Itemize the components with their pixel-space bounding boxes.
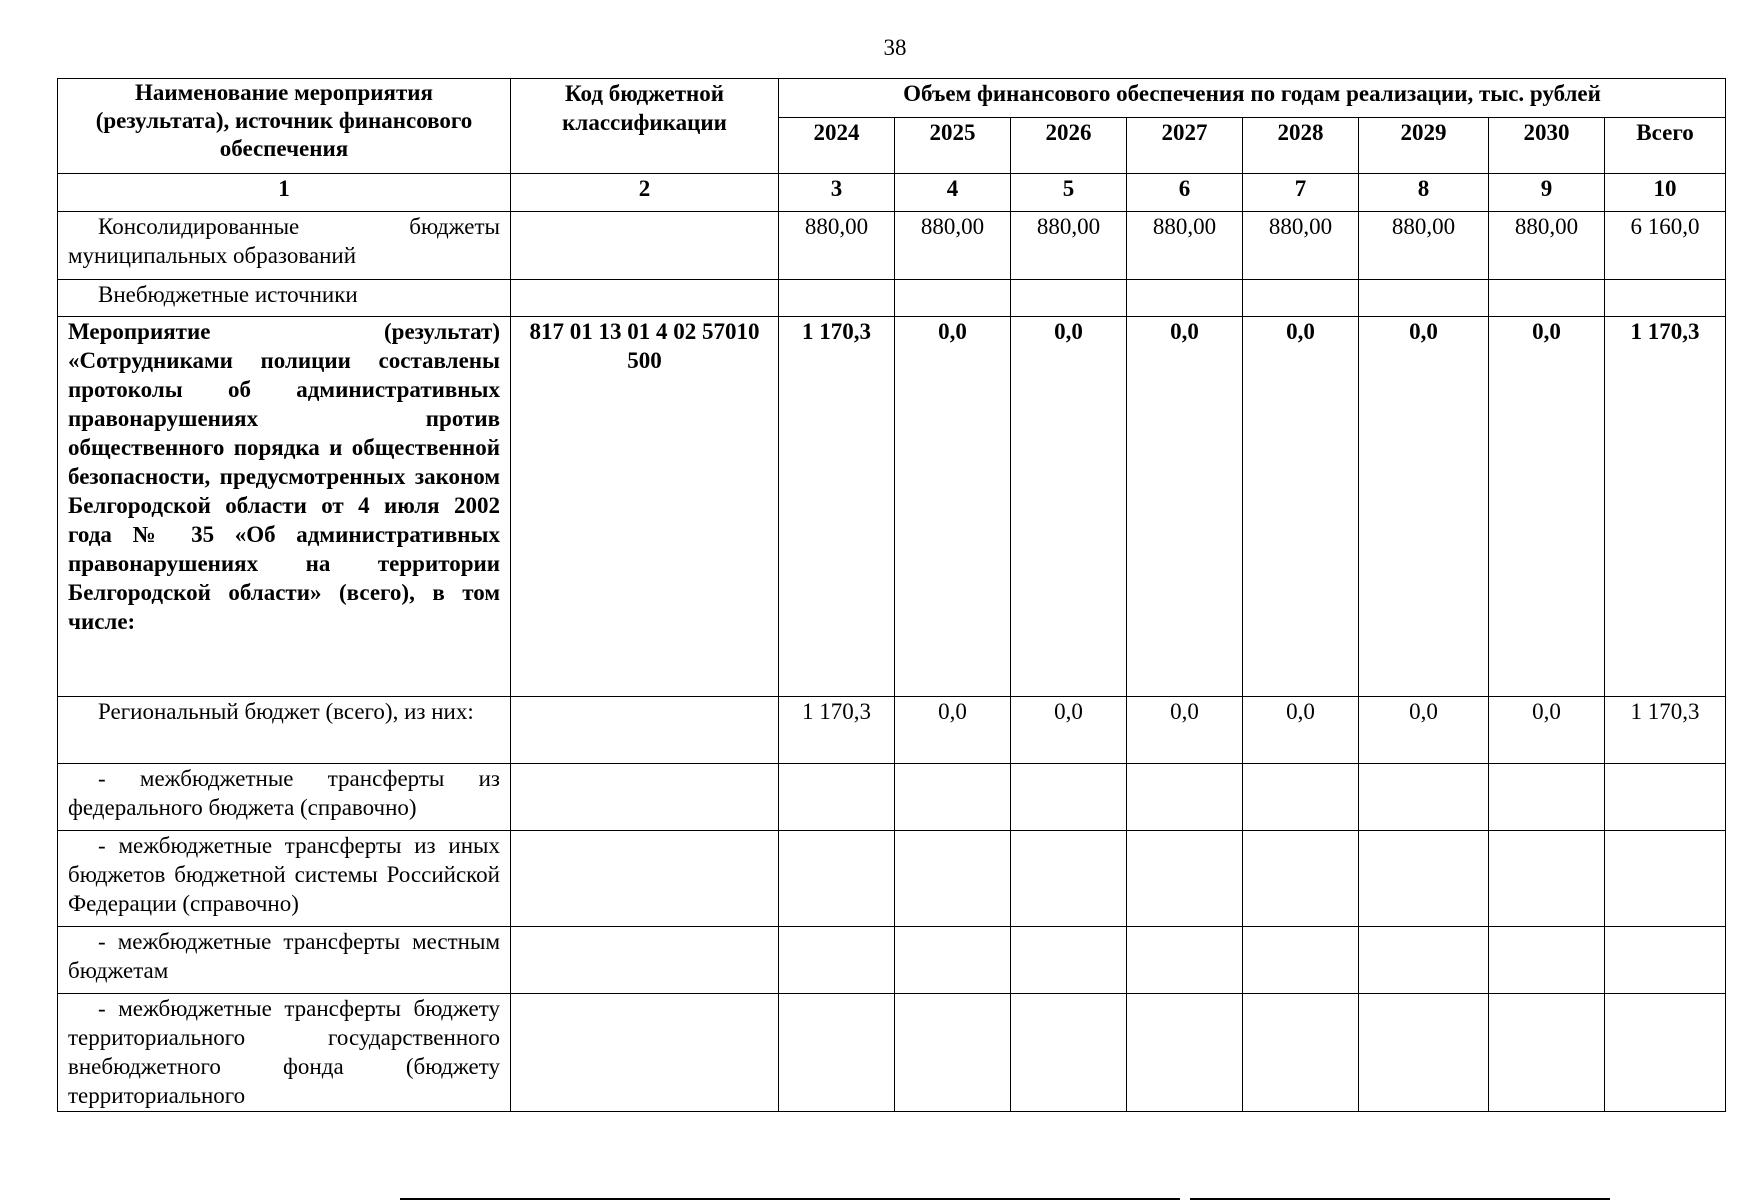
header-year-2024: 2024 (779, 118, 895, 174)
header-year-2026: 2026 (1011, 118, 1127, 174)
table-row (58, 697, 1726, 764)
row-code (511, 697, 779, 764)
row-value (1127, 280, 1243, 317)
row-code (511, 994, 779, 1112)
row-value (1243, 764, 1359, 831)
header-year-2027: 2027 (1127, 118, 1243, 174)
header-year-2025: 2025 (895, 118, 1011, 174)
column-number: 2 (511, 174, 779, 212)
header-total: Всего (1605, 118, 1726, 174)
row-value: 0,0 (1359, 697, 1489, 764)
row-value (1489, 280, 1605, 317)
row-value (1127, 764, 1243, 831)
row-value (1605, 764, 1726, 831)
column-number: 5 (1011, 174, 1127, 212)
row-value: 1 170,3 (779, 697, 895, 764)
header-row-top (58, 79, 1726, 118)
row-value (895, 831, 1011, 927)
row-value (1489, 927, 1605, 994)
column-number: 7 (1243, 174, 1359, 212)
row-name: - межбюджетные трансферты местным бюджетам (58, 927, 511, 994)
column-number: 8 (1359, 174, 1489, 212)
row-name: - межбюджетные трансферты бюджету территориального государственного внебюджетного фонда (бюджету территориального (58, 994, 511, 1112)
header-volume: Объем финансового обеспечения по годам реализации, тыс. рублей (779, 79, 1726, 118)
row-value: 0,0 (1359, 317, 1489, 697)
row-value (779, 831, 895, 927)
row-value (1605, 927, 1726, 994)
row-value (1011, 994, 1127, 1112)
row-value (1359, 927, 1489, 994)
row-value: 1 170,3 (1605, 697, 1726, 764)
row-value (779, 927, 895, 994)
row-value (779, 994, 895, 1112)
row-value: 0,0 (1011, 697, 1127, 764)
row-value (1011, 280, 1127, 317)
row-name: - межбюджетные трансферты из иных бюджетов бюджетной системы Российской Федерации (справочно) (58, 831, 511, 927)
row-value: 0,0 (895, 317, 1011, 697)
table-row (58, 994, 1726, 1112)
row-value (1359, 280, 1489, 317)
row-code (511, 212, 779, 280)
table-row (58, 212, 1726, 280)
table-row (58, 764, 1726, 831)
row-value (895, 994, 1011, 1112)
row-code (511, 280, 779, 317)
row-value (1127, 994, 1243, 1112)
row-value: 1 170,3 (1605, 317, 1726, 697)
row-value (1605, 831, 1726, 927)
row-name: Мероприятие (результат) «Сотрудниками полиции составлены протоколы об административных правонарушениях против общественного порядка и общественной безопасности, предусмотренных законом Белгородской области от 4 июля 2002 года № 35 «Об административных правонарушениях на территории Белгородской области» (всего), в том числе: (58, 317, 511, 697)
row-value: 880,00 (1127, 212, 1243, 280)
row-code (511, 764, 779, 831)
row-code (511, 927, 779, 994)
row-name: Консолидированные бюджеты муниципальных образований (58, 212, 511, 280)
column-number: 9 (1489, 174, 1605, 212)
row-value (1011, 927, 1127, 994)
row-value (1489, 764, 1605, 831)
row-value (1011, 764, 1127, 831)
column-number-row (58, 174, 1726, 212)
row-value (1359, 831, 1489, 927)
header-name: Наименование мероприятия (результата), источник финансового обеспечения (58, 79, 511, 174)
column-number: 3 (779, 174, 895, 212)
row-value (1127, 831, 1243, 927)
row-code: 817 01 13 01 4 02 57010 500 (511, 317, 779, 697)
row-value (1489, 994, 1605, 1112)
page-number: 38 (883, 35, 907, 60)
row-value (895, 764, 1011, 831)
row-value: 0,0 (895, 697, 1011, 764)
row-value: 880,00 (1243, 212, 1359, 280)
table-row (58, 831, 1726, 927)
row-value: 0,0 (1243, 697, 1359, 764)
table-row (58, 280, 1726, 317)
row-value (1359, 764, 1489, 831)
column-number: 10 (1605, 174, 1726, 212)
row-value (1605, 994, 1726, 1112)
row-value: 0,0 (1127, 317, 1243, 697)
row-value: 1 170,3 (779, 317, 895, 697)
row-name: Внебюджетные источники (58, 280, 511, 317)
column-number: 1 (58, 174, 511, 212)
row-value: 0,0 (1243, 317, 1359, 697)
row-value (1127, 927, 1243, 994)
row-value (1489, 831, 1605, 927)
row-value (895, 280, 1011, 317)
header-year-2030: 2030 (1489, 118, 1605, 174)
row-value: 880,00 (1011, 212, 1127, 280)
row-name: Региональный бюджет (всего), из них: (58, 697, 511, 764)
row-code (511, 831, 779, 927)
row-value (1243, 280, 1359, 317)
row-value: 0,0 (1489, 317, 1605, 697)
row-value (1011, 831, 1127, 927)
header-year-2028: 2028 (1243, 118, 1359, 174)
table-row (58, 927, 1726, 994)
row-value (1243, 831, 1359, 927)
column-number: 6 (1127, 174, 1243, 212)
financing-table (57, 78, 1726, 1112)
header-code: Код бюджетной классификации (511, 79, 779, 174)
row-value: 0,0 (1011, 317, 1127, 697)
row-value: 0,0 (1127, 697, 1243, 764)
row-value (895, 927, 1011, 994)
row-value: 880,00 (895, 212, 1011, 280)
row-name: - межбюджетные трансферты из федерального бюджета (справочно) (58, 764, 511, 831)
row-value (1243, 927, 1359, 994)
row-value: 0,0 (1489, 697, 1605, 764)
row-value: 880,00 (779, 212, 895, 280)
row-value: 6 160,0 (1605, 212, 1726, 280)
table-row (58, 317, 1726, 697)
row-value: 880,00 (1359, 212, 1489, 280)
header-year-2029: 2029 (1359, 118, 1489, 174)
row-value (1243, 994, 1359, 1112)
column-number: 4 (895, 174, 1011, 212)
row-value: 880,00 (1489, 212, 1605, 280)
row-value (779, 280, 895, 317)
row-value (779, 764, 895, 831)
row-value (1605, 280, 1726, 317)
row-value (1359, 994, 1489, 1112)
